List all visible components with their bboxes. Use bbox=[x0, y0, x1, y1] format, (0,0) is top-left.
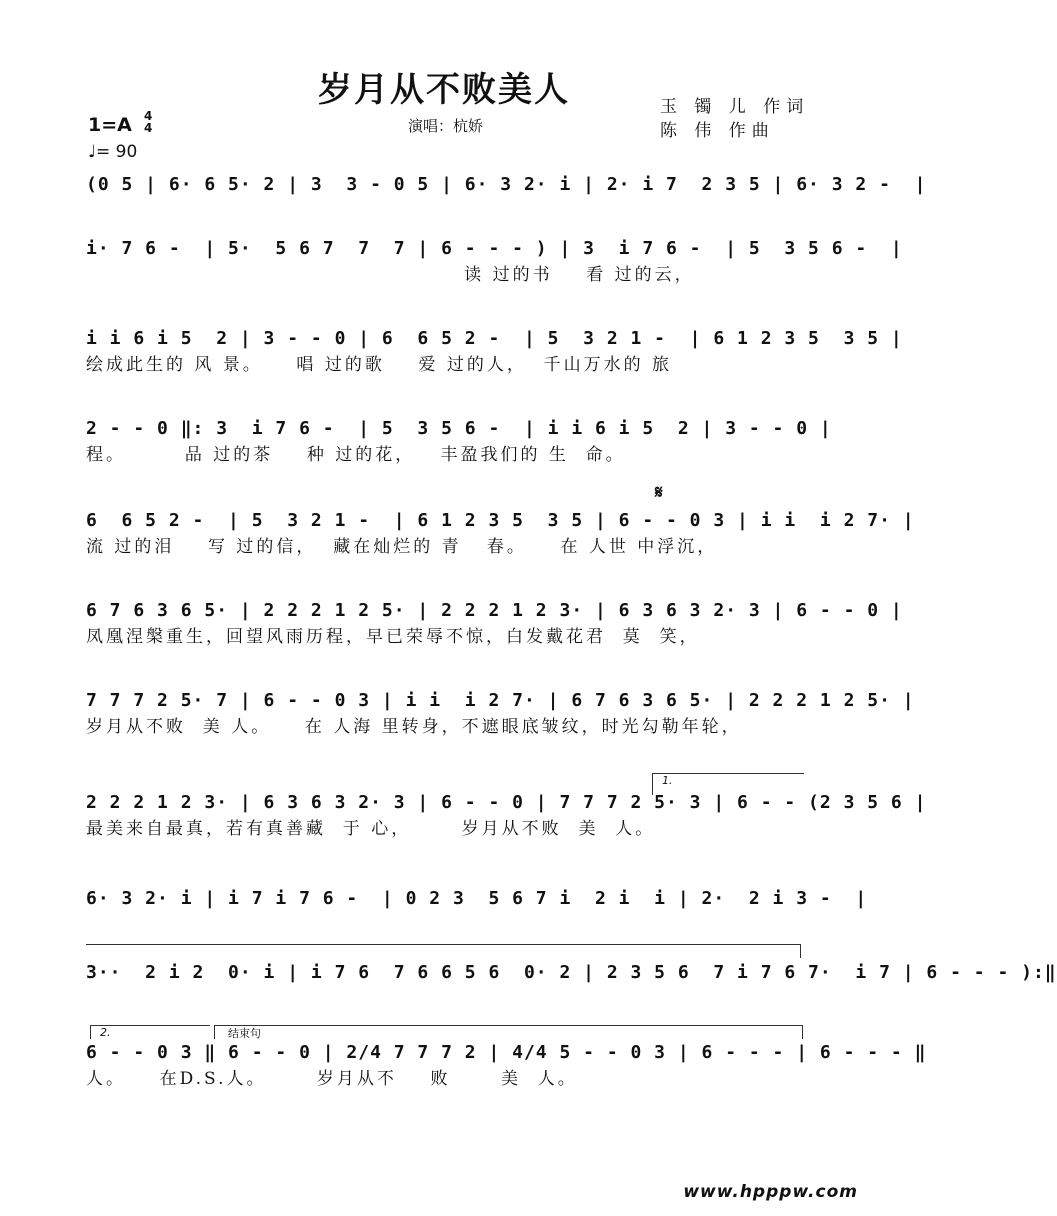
notation-line: (0 5 | 6· 6 5· 2 | 3 3 - 0 5 | 6· 3 2· i | 2· i 7 2 3 5 | 6· 3 2 - | bbox=[86, 174, 927, 195]
notation-line: 2 - - 0 ‖: 3 i 7 6 - | 5 3 5 6 - | i i 6 i 5 2 | 3 - - 0 | bbox=[86, 418, 832, 439]
lyric-line bbox=[86, 198, 806, 224]
coda-label: 结束句 bbox=[228, 1027, 261, 1040]
score-row-4 bbox=[86, 416, 832, 468]
score-row-10 bbox=[86, 960, 1057, 986]
notation-line: 3·· 2 i 2 0· i | i 7 6 7 6 6 5 6 0· 2 | 2 3 5 6 7 i 7 6 7· i 7 | 6 - - - ):‖ bbox=[86, 962, 1057, 983]
segno-mark: 𝄋 bbox=[655, 482, 663, 503]
score-row-5 bbox=[86, 508, 915, 560]
coda-bracket-end-right bbox=[802, 1025, 803, 1039]
volta-1-bracket bbox=[652, 773, 804, 774]
volta-2-bracket-end bbox=[90, 1025, 91, 1039]
repeat-bracket-end bbox=[800, 944, 801, 958]
lyric-line: 读 过的书 看 过的云， bbox=[86, 265, 695, 285]
volta-1-label: 1. bbox=[662, 774, 673, 787]
lyric-line: 流 过的泪 写 过的信， 藏在灿烂的 青 春。 在 人世 中浮沉， bbox=[86, 537, 718, 557]
score-row-7 bbox=[86, 688, 915, 740]
lyric-line: 绘成此生的 风 景。 唱 过的歌 爱 过的人， 千山万水的 旅 bbox=[86, 355, 673, 375]
notation-line: i i 6 i 5 2 | 3 - - 0 | 6 6 5 2 - | 5 3 2 1 - | 6 1 2 3 5 3 5 | bbox=[86, 328, 903, 349]
lyric-line: 凤凰涅槃重生，回望风雨历程，早已荣辱不惊，白发戴花君 莫 笑， bbox=[86, 627, 700, 647]
score-row-9 bbox=[86, 886, 868, 912]
notation-line: 6 7 6 3 6 5· | 2 2 2 1 2 5· | 2 2 2 1 2 3· | 6 3 6 3 2· 3 | 6 - - 0 | bbox=[86, 600, 903, 621]
notation-line: 6· 3 2· i | i 7 i 7 6 - | 0 2 3 5 6 7 i 2 i i | 2· 2 i 3 - | bbox=[86, 888, 868, 909]
volta-2-label: 2. bbox=[100, 1026, 111, 1039]
notation-line: 6 6 5 2 - | 5 3 2 1 - | 6 1 2 3 5 3 5 | 6 - - 0 3 | i i i 2 7· | bbox=[86, 510, 915, 531]
lyric-line: 岁月从不败 美 人。 在 人海 里转身，不遮眼底皱纹，时光勾勒年轮， bbox=[86, 717, 742, 737]
volta-1-bracket-end bbox=[652, 773, 653, 795]
lyricist-credit: 玉 镯 儿 作词 bbox=[660, 97, 810, 117]
notation-line: 2 2 2 1 2 3· | 6 3 6 3 2· 3 | 6 - - 0 | 7 7 7 2 5· 3 | 6 - - (2 3 5 6 | bbox=[86, 792, 927, 813]
notation-line: 6 - - 0 3 ‖ 6 - - 0 | 2/4 7 7 7 2 | 4/4 5 - - 0 3 | 6 - - - | 6 - - - ‖ bbox=[86, 1042, 927, 1063]
time-signature bbox=[144, 110, 152, 134]
score-row-3 bbox=[86, 326, 903, 378]
coda-bracket bbox=[214, 1025, 802, 1026]
score-row-1 bbox=[86, 172, 927, 224]
singer-credit: 演唱：杭娇 bbox=[408, 117, 484, 135]
coda-bracket-end bbox=[214, 1025, 215, 1039]
score-row-2 bbox=[86, 236, 903, 288]
lyric-line: 人。 在D.S.人。 岁月从不 败 美 人。 bbox=[86, 1069, 578, 1089]
time-signature-top: 4 bbox=[144, 109, 153, 123]
score-row-8 bbox=[86, 790, 927, 842]
notation-line: i· 7 6 - | 5· 5 6 7 7 7 | 6 - - - ) | 3 i 7 6 - | 5 3 5 6 - | bbox=[86, 238, 903, 259]
notation-line: 7 7 7 2 5· 7 | 6 - - 0 3 | i i i 2 7· | 6 7 6 3 6 5· | 2 2 2 1 2 5· | bbox=[86, 690, 915, 711]
composer-credit: 陈 伟 作曲 bbox=[660, 121, 775, 141]
song-title: 岁月从不败美人 bbox=[318, 70, 570, 110]
key-signature: 1=A bbox=[88, 114, 132, 136]
lyric-line: 程。 品 过的茶 种 过的花， 丰盈我们的 生 命。 bbox=[86, 445, 626, 465]
score-row-11 bbox=[86, 1040, 927, 1092]
site-watermark: www.hpppw.com bbox=[683, 1182, 858, 1202]
time-signature-bottom: 4 bbox=[144, 121, 153, 135]
score-row-6 bbox=[86, 598, 903, 650]
lyric-line: 最美来自最真，若有真善藏 于 心， 岁月从不败 美 人。 bbox=[86, 819, 656, 839]
tempo-marking: ♩= 90 bbox=[88, 142, 138, 162]
repeat-bracket-line bbox=[86, 944, 800, 945]
